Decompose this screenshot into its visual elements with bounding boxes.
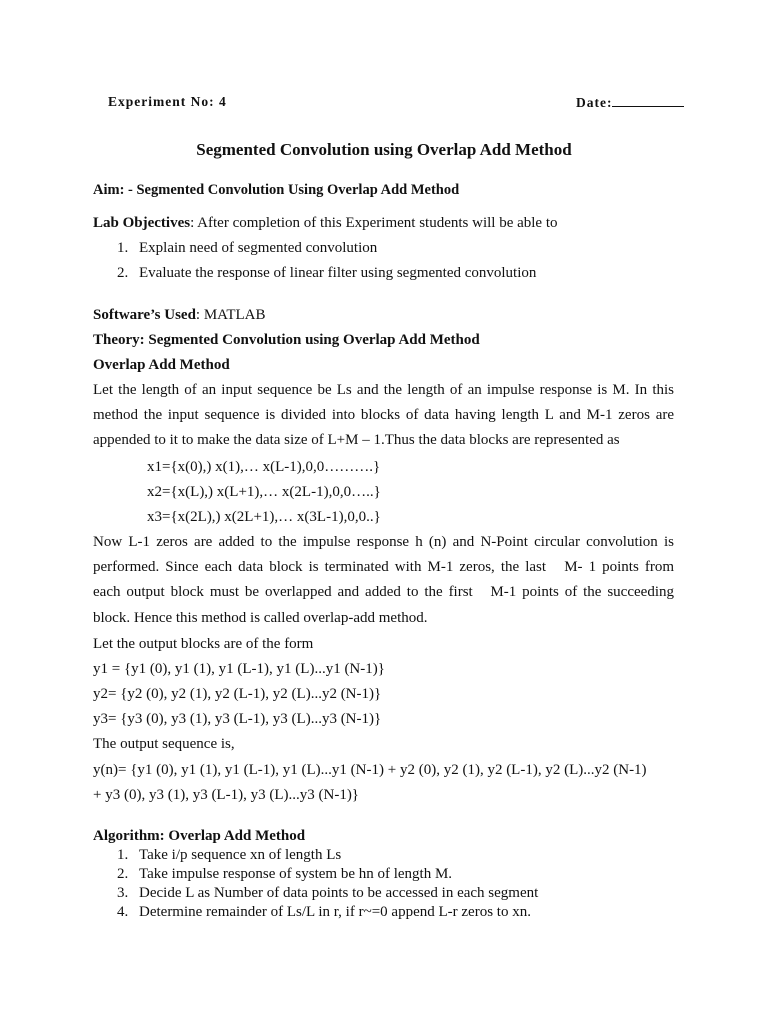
lab-objectives: [93, 214, 558, 232]
software-text: : MATLAB: [195, 307, 266, 323]
list-number: 3.: [117, 885, 129, 901]
aim: Aim: - Segmented Convolution Using Overlap Add Method: [93, 182, 460, 198]
list-number: 1.: [117, 240, 129, 256]
overlap-heading: Overlap Add Method: [93, 357, 230, 373]
block-x3: x3={x(2L),) x(2L+1),… x(3L-1),0,0..}: [147, 509, 381, 525]
list-text: Determine remainder of Ls/L in r, if r~=0 append L-r zeros to xn.: [139, 904, 531, 920]
output-intro: Let the output blocks are of the form: [93, 636, 314, 652]
lab-objectives-label: Lab Objectives: [93, 215, 191, 231]
list-text: Take i/p sequence xn of length Ls: [139, 847, 342, 863]
paragraph-line: performed. Since each data block is terminated with M-1 zeros, the last M- 1 points from: [93, 559, 674, 575]
date-blank: [612, 93, 684, 107]
list-text: Take impulse response of system be hn of length M.: [139, 866, 453, 882]
output-sequence-label: The output sequence is,: [93, 736, 235, 752]
paragraph-line: method the input sequence is divided into blocks of data having length L and M-1 zeros are: [93, 407, 674, 423]
output-yn: y(n)= {y1 (0), y1 (1), y1 (L-1), y1 (L)...y1 (N-1) + y2 (0), y2 (1), y2 (L-1), y2 (L)...y2 (N-1): [93, 762, 647, 778]
list-text: Decide L as Number of data points to be accessed in each segment: [139, 885, 539, 901]
paragraph-line: each output block must be overlapped and added to the first M-1 points of the succeeding: [93, 584, 674, 600]
list-number: 2.: [117, 265, 129, 281]
algorithm-heading: Algorithm: Overlap Add Method: [93, 828, 306, 844]
block-x1: x1={x(0),) x(1),… x(L-1),0,0……….}: [147, 459, 381, 475]
paragraph-line: Now L-1 zeros are added to the impulse response h (n) and N-Point circular convolution is: [93, 534, 674, 550]
theory-heading: Theory: Segmented Convolution using Overlap Add Method: [93, 332, 480, 348]
output-y2: y2= {y2 (0), y2 (1), y2 (L-1), y2 (L)...y2 (N-1)}: [93, 686, 382, 702]
paragraph-line: appended to it to make the data size of L+M – 1.Thus the data blocks are represented as: [93, 432, 620, 448]
paragraph-line: Let the length of an input sequence be Ls and the length of an impulse response is M. In this: [93, 382, 674, 398]
paragraph-line: block. Hence this method is called overlap-add method.: [93, 610, 428, 626]
software-used: [93, 306, 266, 324]
list-number: 4.: [117, 904, 129, 920]
list-number: 1.: [117, 847, 129, 863]
date-label: Date:: [576, 95, 613, 110]
list-text: Evaluate the response of linear filter using segmented convolution: [139, 265, 537, 281]
software-label: Software’s Used: [93, 307, 196, 323]
list-number: 2.: [117, 866, 129, 882]
block-x2: x2={x(L),) x(L+1),… x(2L-1),0,0…..}: [147, 484, 381, 500]
lab-objectives-text: : After completion of this Experiment students will be able to: [190, 215, 558, 231]
output-yn-cont: + y3 (0), y3 (1), y3 (L-1), y3 (L)...y3 (N-1)}: [93, 787, 360, 803]
page-title: Segmented Convolution using Overlap Add Method: [196, 140, 572, 159]
output-y1: y1 = {y1 (0), y1 (1), y1 (L-1), y1 (L)...y1 (N-1)}: [93, 661, 385, 677]
experiment-number: Experiment No: 4: [108, 94, 227, 109]
date-field: [576, 93, 684, 112]
output-y3: y3= {y3 (0), y3 (1), y3 (L-1), y3 (L)...y3 (N-1)}: [93, 711, 382, 727]
list-text: Explain need of segmented convolution: [139, 240, 378, 256]
